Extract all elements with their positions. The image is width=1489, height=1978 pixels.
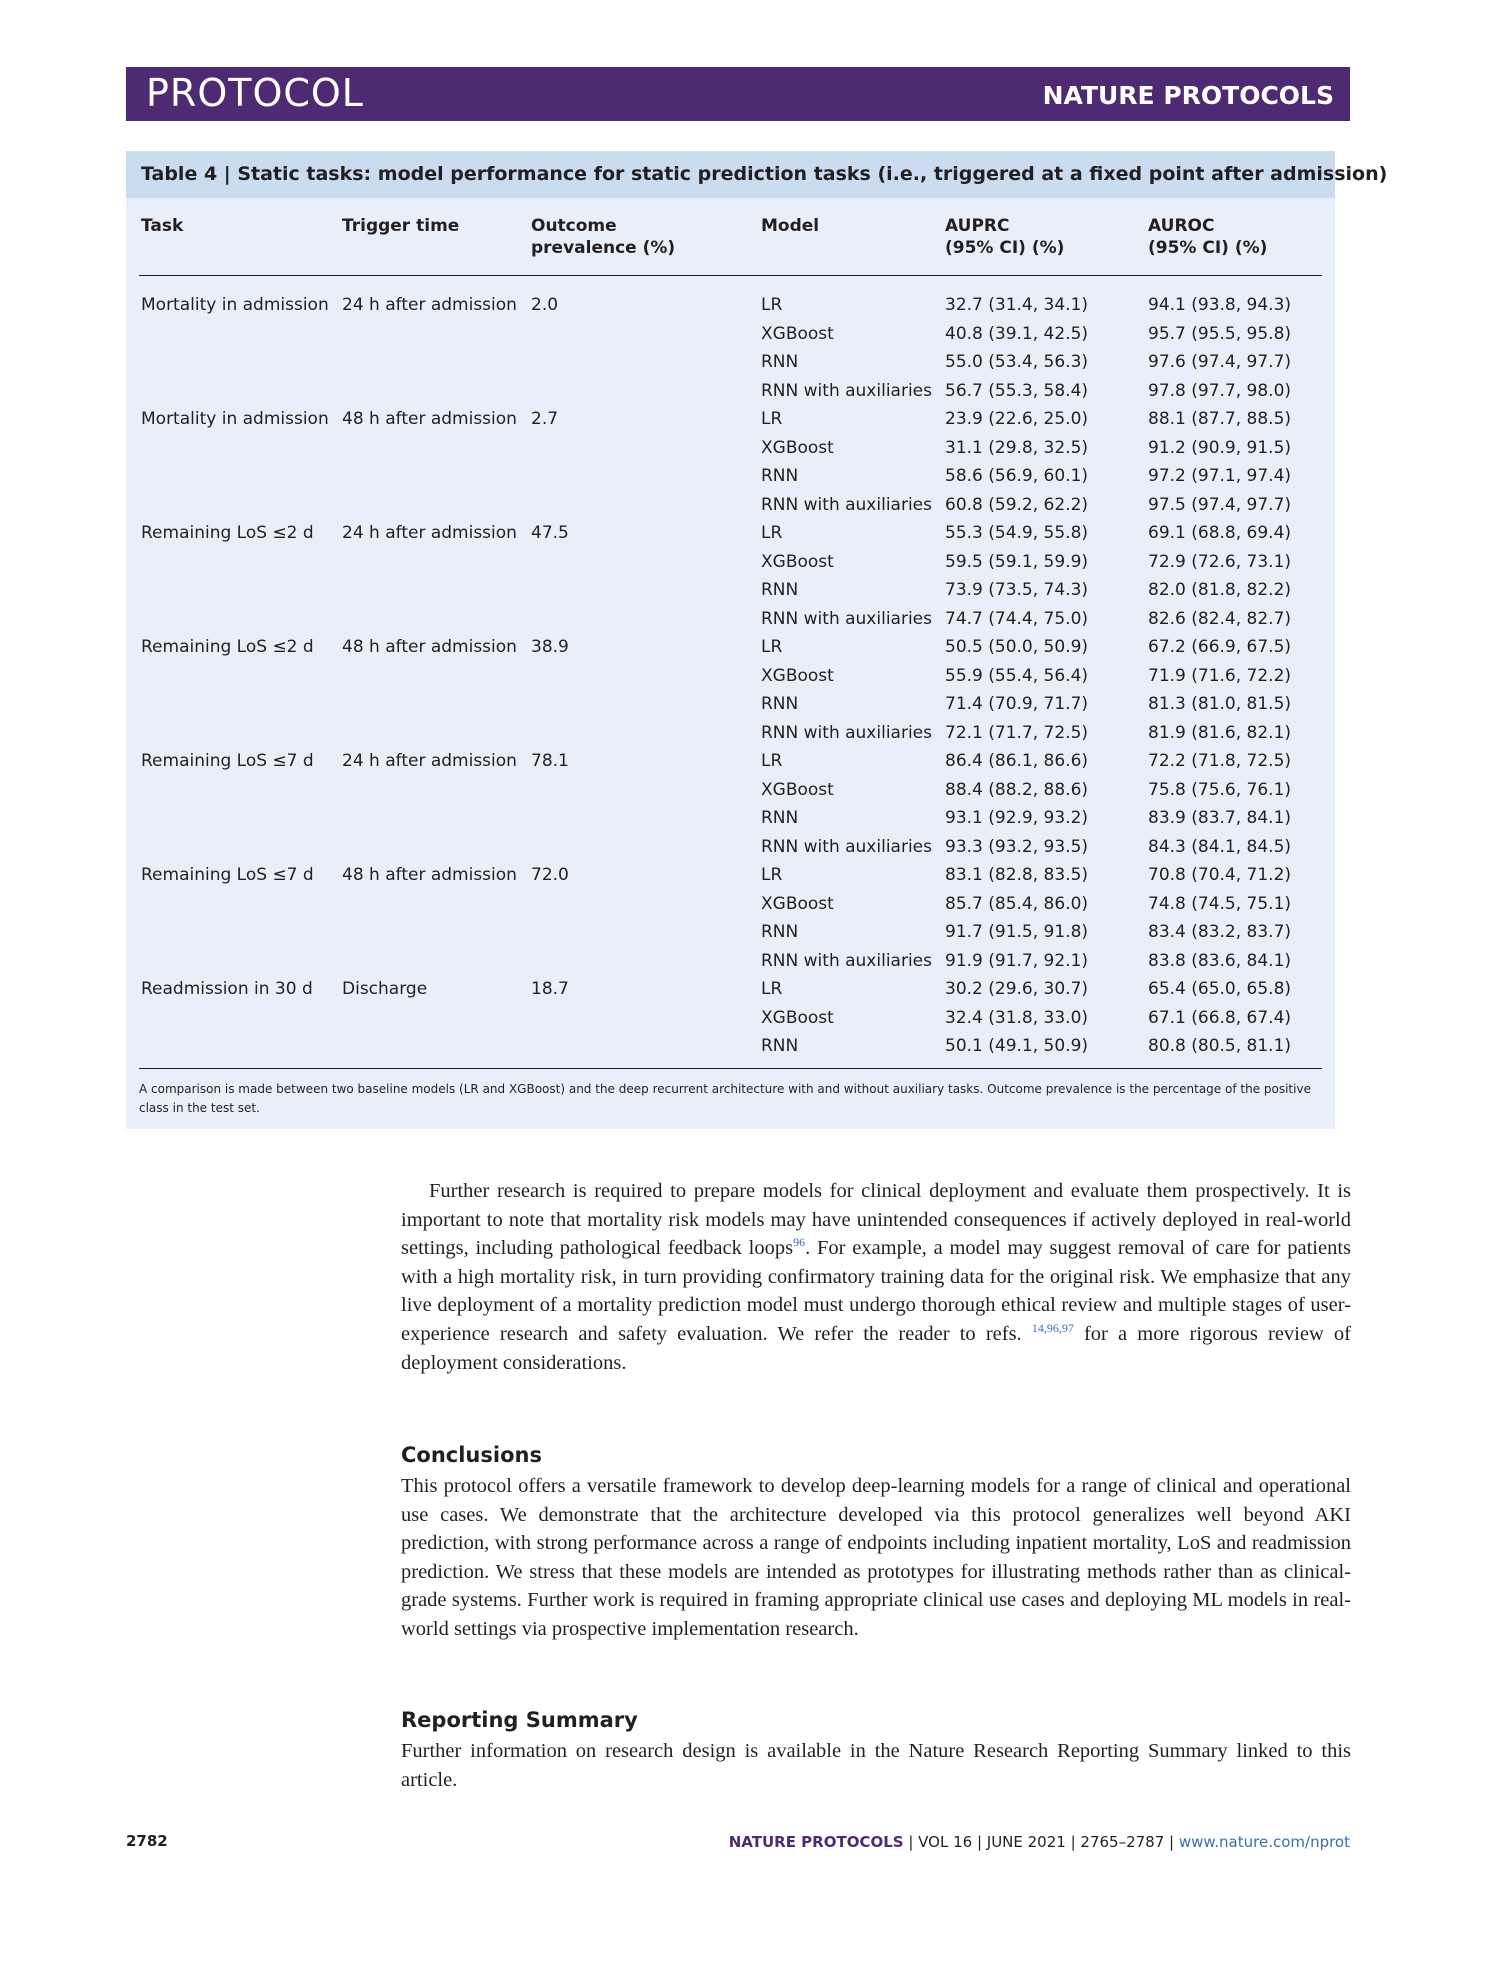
table-cell-auprc: 55.3 (54.9, 55.8)	[945, 523, 1089, 543]
table-cell-auprc: 59.5 (59.1, 59.9)	[945, 551, 1089, 572]
table-cell-auroc: 71.9 (71.6, 72.2)	[1148, 665, 1292, 686]
table-cell-auprc: 58.6 (56.9, 60.1)	[945, 466, 1089, 486]
table-cell-auprc: 91.7 (91.5, 91.8)	[945, 922, 1089, 942]
page-number: 2782	[126, 1832, 168, 1850]
table-cell-model: RNN	[761, 352, 799, 372]
conclusions-paragraph: This protocol offers a versatile framework to develop deep-learning models for a range of clinical and operational use cases. We demonstrate that the architecture developed via this protocol generalizes well beyond AKI prediction, with strong performance across a range of endpoints including inpatient mortality, LoS and readmission prediction. We stress that these models are intended as prototypes for illustrating methods rather than as clinical-grade systems. Further work is required in framing appropriate clinical use cases and deploying ML models in real-world settings via prospective implementation research.	[401, 1475, 1351, 1640]
table-cell-auprc: 74.7 (74.4, 75.0)	[945, 608, 1089, 629]
table-cell-auroc: 72.9 (72.6, 73.1)	[1148, 551, 1292, 572]
table-cell-model: XGBoost	[761, 437, 834, 458]
footer-volume: | VOL 16 | JUNE 2021 | 2765–2787 |	[903, 1833, 1179, 1851]
table-cell-auroc: 94.1 (93.8, 94.3)	[1148, 295, 1292, 315]
header-rule	[139, 275, 1322, 276]
table-cell-auprc: 50.5 (50.0, 50.9)	[945, 637, 1089, 657]
table-cell-trigger: 24 h after admission	[342, 295, 517, 315]
col-header-model: Model	[761, 216, 820, 236]
header-banner	[126, 67, 1350, 121]
table-cell-model: RNN	[761, 694, 799, 714]
table-cell-auroc: 83.9 (83.7, 84.1)	[1148, 808, 1292, 828]
table-cell-auroc: 82.6 (82.4, 82.7)	[1148, 608, 1292, 629]
table-cell-model: RNN	[761, 580, 799, 600]
table-cell-task: Mortality in admission	[141, 409, 329, 429]
table-cell-auroc: 83.8 (83.6, 84.1)	[1148, 950, 1292, 971]
table-cell-prevalence: 2.0	[531, 295, 559, 315]
table-cell-prevalence: 72.0	[531, 865, 569, 885]
table-cell-auprc: 56.7 (55.3, 58.4)	[945, 380, 1089, 401]
table-cell-auprc: 93.3 (93.2, 93.5)	[945, 836, 1089, 857]
table-cell-model: XGBoost	[761, 665, 834, 686]
table-cell-auroc: 91.2 (90.9, 91.5)	[1148, 437, 1292, 458]
table-cell-model: XGBoost	[761, 1007, 834, 1028]
table-cell-auroc: 80.8 (80.5, 81.1)	[1148, 1036, 1292, 1056]
table-cell-task: Remaining LoS ≤2 d	[141, 637, 314, 657]
table-cell-auprc: 55.9 (55.4, 56.4)	[945, 665, 1089, 686]
table-cell-auroc: 97.8 (97.7, 98.0)	[1148, 380, 1292, 401]
table-cell-model: RNN with auxiliaries	[761, 836, 932, 857]
table-cell-auroc: 70.8 (70.4, 71.2)	[1148, 865, 1292, 885]
table-cell-model: RNN	[761, 466, 799, 486]
table-cell-model: RNN with auxiliaries	[761, 950, 932, 971]
table-cell-model: XGBoost	[761, 893, 834, 914]
table-cell-task: Mortality in admission	[141, 295, 329, 315]
table-cell-auprc: 71.4 (70.9, 71.7)	[945, 694, 1089, 714]
col-header-auroc: AUROC (95% CI) (%)	[1148, 216, 1268, 258]
table-cell-auprc: 83.1 (82.8, 83.5)	[945, 865, 1089, 885]
reporting-heading: Reporting Summary	[401, 1708, 638, 1732]
table-cell-model: XGBoost	[761, 323, 834, 344]
table-cell-auroc: 81.3 (81.0, 81.5)	[1148, 694, 1292, 714]
table-cell-auprc: 55.0 (53.4, 56.3)	[945, 352, 1089, 372]
table-cell-auroc: 88.1 (87.7, 88.5)	[1148, 409, 1292, 429]
table-cell-prevalence: 78.1	[531, 751, 569, 771]
journal-name: NATURE PROTOCOLS	[1042, 81, 1334, 110]
table-cell-auroc: 81.9 (81.6, 82.1)	[1148, 722, 1292, 743]
footer-journal: NATURE PROTOCOLS	[728, 1833, 904, 1851]
table-cell-auroc: 72.2 (71.8, 72.5)	[1148, 751, 1292, 771]
table-cell-model: RNN	[761, 922, 799, 942]
table-cell-auroc: 97.6 (97.4, 97.7)	[1148, 352, 1292, 372]
footer-url-link[interactable]: www.nature.com/nprot	[1178, 1833, 1350, 1851]
table-cell-auprc: 85.7 (85.4, 86.0)	[945, 893, 1089, 914]
col-header-prevalence: Outcome prevalence (%)	[531, 216, 676, 258]
table-cell-model: LR	[761, 523, 783, 543]
section-label: PROTOCOL	[146, 71, 364, 115]
col-header-auprc: AUPRC (95% CI) (%)	[945, 216, 1065, 258]
table-cell-auroc: 83.4 (83.2, 83.7)	[1148, 922, 1292, 942]
table-cell-auprc: 30.2 (29.6, 30.7)	[945, 979, 1089, 999]
table-cell-trigger: 24 h after admission	[342, 751, 517, 771]
table-cell-model: LR	[761, 637, 783, 657]
table-cell-model: RNN with auxiliaries	[761, 380, 932, 401]
table-cell-auprc: 32.7 (31.4, 34.1)	[945, 295, 1089, 315]
table-cell-model: LR	[761, 295, 783, 315]
table-cell-auroc: 67.1 (66.8, 67.4)	[1148, 1007, 1292, 1028]
table-cell-auroc: 84.3 (84.1, 84.5)	[1148, 836, 1292, 857]
table-cell-auprc: 93.1 (92.9, 93.2)	[945, 808, 1089, 828]
table-cell-auroc: 82.0 (81.8, 82.2)	[1148, 580, 1292, 600]
citation-link[interactable]: 96	[793, 1235, 806, 1250]
table-cell-task: Remaining LoS ≤7 d	[141, 751, 314, 771]
table-cell-auprc: 23.9 (22.6, 25.0)	[945, 409, 1089, 429]
table-cell-model: RNN	[761, 1036, 799, 1056]
table-cell-model: LR	[761, 979, 783, 999]
table-cell-prevalence: 38.9	[531, 637, 569, 657]
table-cell-auprc: 32.4 (31.8, 33.0)	[945, 1007, 1089, 1028]
table-cell-auprc: 50.1 (49.1, 50.9)	[945, 1036, 1089, 1056]
table-cell-auroc: 65.4 (65.0, 65.8)	[1148, 979, 1292, 999]
table-caption: Table 4 | Static tasks: model performance for static prediction tasks (i.e., triggered at a fixed point after admission)	[126, 151, 1335, 198]
citation-link[interactable]: 14,96,97	[1031, 1321, 1074, 1336]
table-cell-prevalence: 2.7	[531, 409, 559, 429]
table-cell-model: RNN with auxiliaries	[761, 608, 932, 629]
table-cell-auroc: 97.2 (97.1, 97.4)	[1148, 466, 1292, 486]
table-cell-trigger: 48 h after admission	[342, 409, 517, 429]
col-header-task: Task	[141, 216, 184, 236]
table-cell-auprc: 31.1 (29.8, 32.5)	[945, 437, 1089, 458]
table-cell-model: XGBoost	[761, 779, 834, 800]
table-cell-auprc: 86.4 (86.1, 86.6)	[945, 751, 1089, 771]
table-footnote: A comparison is made between two baseline models (LR and XGBoost) and the deep recurrent architecture with and without auxiliary tasks. Outcome prevalence is the percentage of the positive class in the test set.	[139, 1082, 1311, 1115]
reporting-paragraph: Further information on research design is available in the Nature Research Reporting Summary linked to this article.	[401, 1740, 1351, 1791]
table-cell-auprc: 40.8 (39.1, 42.5)	[945, 323, 1089, 344]
table-cell-model: XGBoost	[761, 551, 834, 572]
col-header-trigger: Trigger time	[342, 216, 460, 236]
table-cell-auroc: 67.2 (66.9, 67.5)	[1148, 637, 1292, 657]
table-cell-auprc: 91.9 (91.7, 92.1)	[945, 950, 1089, 971]
table-cell-trigger: 24 h after admission	[342, 523, 517, 543]
conclusions-heading: Conclusions	[401, 1443, 542, 1467]
results-table	[126, 151, 1388, 1129]
table-cell-auroc: 74.8 (74.5, 75.1)	[1148, 893, 1292, 914]
table-cell-task: Remaining LoS ≤7 d	[141, 865, 314, 885]
table-cell-model: LR	[761, 409, 783, 429]
table-cell-model: LR	[761, 865, 783, 885]
table-cell-auprc: 72.1 (71.7, 72.5)	[945, 722, 1089, 743]
table-cell-trigger: Discharge	[342, 979, 428, 999]
table-cell-auprc: 88.4 (88.2, 88.6)	[945, 779, 1089, 800]
table-cell-prevalence: 47.5	[531, 523, 569, 543]
table-cell-auprc: 73.9 (73.5, 74.3)	[945, 580, 1089, 600]
table-cell-auroc: 97.5 (97.4, 97.7)	[1148, 494, 1292, 515]
table-cell-model: RNN with auxiliaries	[761, 722, 932, 743]
table-cell-model: RNN with auxiliaries	[761, 494, 932, 515]
table-cell-trigger: 48 h after admission	[342, 865, 517, 885]
discussion-paragraph: Further research is required to prepare models for clinical deployment and evaluate them prospectively. It is important to note that mortality risk models may have unintended consequences if actively deployed in real-world settings, including pathological feedback loops$^{96}$. For example, a model may suggest removal of care for patients with a high mortality risk, in turn providing confirmatory training data for the original risk. We emphasize that any live deployment of a mortality prediction model must undergo thorough ethical review and multiple stages of user-experience research and safety evaluation. We refer the reader to refs. $^{14,96,97}$ for a more rigorous review of deployment considerations.	[401, 1180, 1351, 1374]
table-cell-model: RNN	[761, 808, 799, 828]
footer-citation	[729, 1833, 1350, 1851]
table-cell-auroc: 69.1 (68.8, 69.4)	[1148, 523, 1292, 543]
table-cell-auroc: 75.8 (75.6, 76.1)	[1148, 779, 1292, 800]
table-cell-auprc: 60.8 (59.2, 62.2)	[945, 494, 1089, 515]
table-cell-model: LR	[761, 751, 783, 771]
table-cell-task: Remaining LoS ≤2 d	[141, 523, 314, 543]
bottom-rule	[139, 1068, 1322, 1069]
table-cell-auroc: 95.7 (95.5, 95.8)	[1148, 323, 1292, 344]
table-cell-trigger: 48 h after admission	[342, 637, 517, 657]
table-cell-task: Readmission in 30 d	[141, 979, 313, 999]
table-cell-prevalence: 18.7	[531, 979, 569, 999]
